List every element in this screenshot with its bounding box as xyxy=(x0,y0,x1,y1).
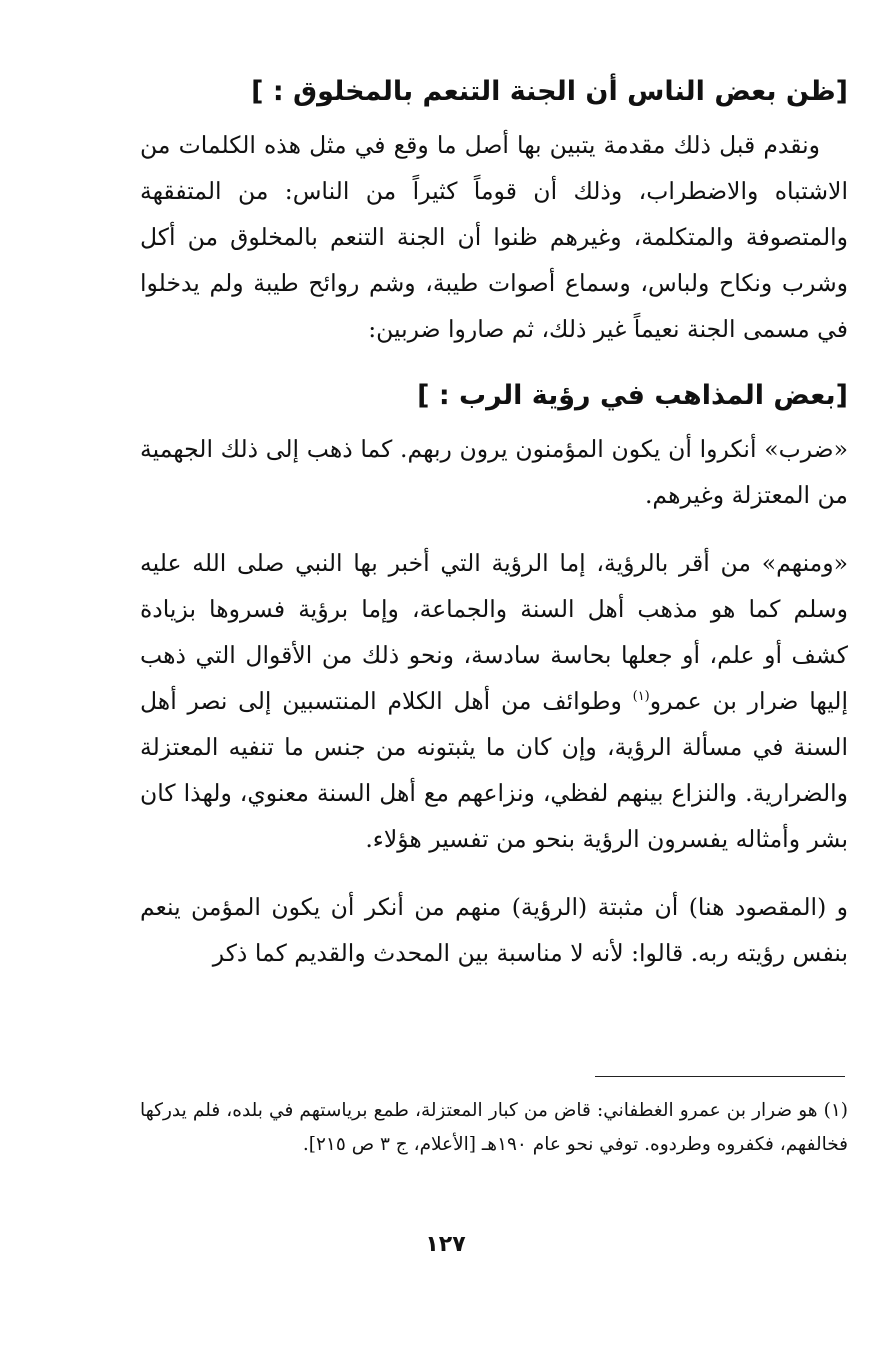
footnote: (١) هو ضرار بن عمرو الغطفاني: قاض من كبار المعتزلة، طمع برياستهم في بلده، فلم يدركها فخالفهم، فكفروه وطردوه. توفي نحو عام ١٩٠هـ [الأعلام، ج ٣ ص ٢١٥]. xyxy=(140,1100,848,1155)
footnote-divider xyxy=(595,1076,845,1077)
paragraph-second-group-end: وطوائف من أهل الكلام المنتسبين إلى نصر أهل السنة في مسألة الرؤية، وإن كان ما يثبتونه من جنس ما تنفيه المعتزلة والضرارية. والنزاع بينهم لفظي، ونزاعهم مع أهل السنة معنوي، ولهذا كان بشر وأمثاله يفسرون الرؤية بنحو من تفسير هؤلاء. xyxy=(140,687,848,853)
paragraph-intent: و (المقصود هنا) أن مثبتة (الرؤية) منهم من أنكر أن يكون المؤمن ينعم بنفس رؤيته ربه. قالوا: لأنه لا مناسبة بين المحدث والقديم كما ذكر xyxy=(140,893,848,967)
paragraph-second-group-start: «ومنهم» من أقر بالرؤية، إما الرؤية التي أخبر بها النبي صلى الله عليه وسلم كما هو مذهب أهل السنة والجماعة، وإما برؤية فسروها بزيادة كشف أو علم، أو جعلها بحاسة سادسة، ونحو ذلك من الأقوال التي ذهب إليها ضرار بن عمرو xyxy=(140,549,848,715)
paragraph-second-group xyxy=(140,540,848,862)
paragraph-intro: ونقدم قبل ذلك مقدمة يتبين بها أصل ما وقع في مثل هذه الكلمات من الاشتباه والاضطراب، وذلك أن قوماً كثيراً من الناس: من المتفقهة والمتصوفة والمتكلمة، وغيرهم ظنوا أن الجنة التنعم بالمخلوق من أكل وشرب ونكاح ولباس، وسماع أصوات طيبة، وشم روائح طيبة ولم يدخلوا في مسمى الجنة نعيماً غير ذلك، ثم صاروا ضربين: xyxy=(140,131,848,343)
section-heading-vision: [بعض المذاهب في رؤية الرب : ] xyxy=(417,380,848,411)
footnote-reference: (١) xyxy=(632,689,650,705)
paragraph-first-group: «ضرب» أنكروا أن يكون المؤمنون يرون ربهم. كما ذهب إلى ذلك الجهمية من المعتزلة وغيرهم. xyxy=(140,435,848,509)
page-body xyxy=(140,70,848,976)
page-number: ١٢٧ xyxy=(425,1232,466,1257)
section-heading-paradise: [ظن بعض الناس أن الجنة التنعم بالمخلوق : ] xyxy=(251,76,848,107)
